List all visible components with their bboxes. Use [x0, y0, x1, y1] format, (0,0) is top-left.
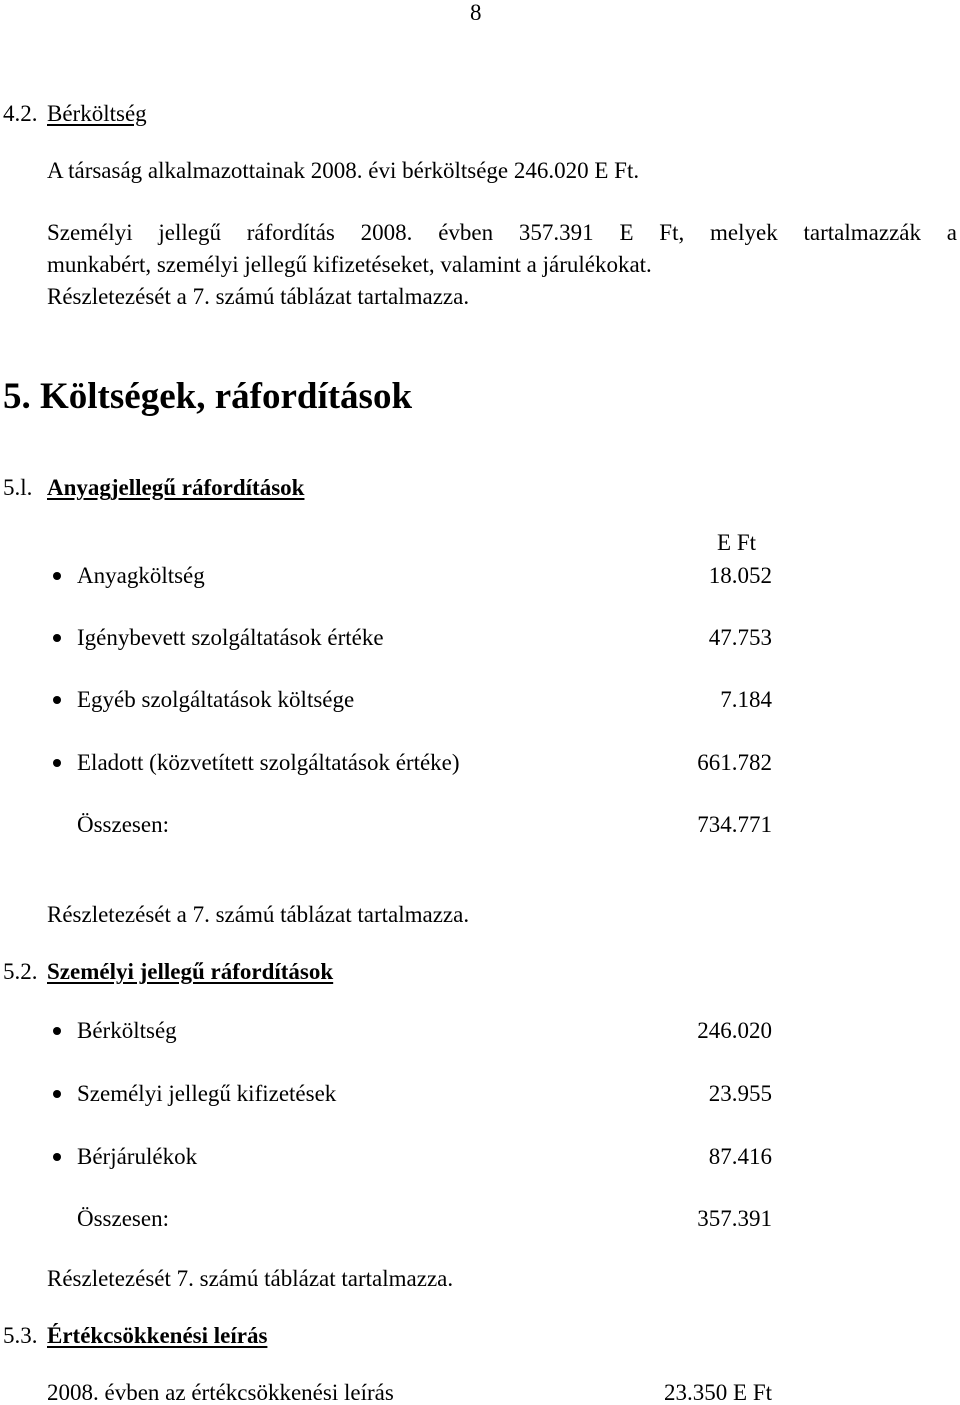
details-reference-text: Részletezését 7. számú táblázat tartalmazza. [47, 1266, 454, 1291]
section-title-berkoltseg: Bérköltség [47, 101, 147, 126]
bullet-icon [53, 1090, 61, 1098]
item-value: 246.020 [697, 1018, 772, 1043]
item-label: Bérjárulékok [77, 1144, 198, 1169]
section-title-depreciation: Értékcsökkenési leírás [47, 1323, 268, 1348]
item-label: Anyagköltség [77, 563, 205, 588]
bullet-icon [53, 1027, 61, 1035]
item-label: Személyi jellegű kifizetések [77, 1081, 337, 1106]
total-label: Összesen: [77, 1206, 169, 1231]
personnel-expense-line-1: Személyi jellegű ráfordítás 2008. évben 357.391 E Ft, melyek tartalmazzák a [47, 220, 957, 245]
item-value: 7.184 [720, 687, 772, 712]
section-number-4-2: 4.2. [3, 101, 38, 126]
details-reference-text: Részletezését a 7. számú táblázat tartalmazza. [47, 284, 470, 309]
bullet-icon [53, 696, 61, 704]
unit-label: E Ft [717, 530, 756, 555]
chapter-heading: 5. Költségek, ráfordítások [3, 376, 413, 417]
bullet-icon [53, 759, 61, 767]
details-reference-text: Részletezését a 7. számú táblázat tartalmazza. [47, 902, 470, 927]
page-number: 8 [470, 0, 482, 25]
item-value: 23.955 [708, 1081, 772, 1106]
wage-cost-sentence: A társaság alkalmazottainak 2008. évi bérköltsége 246.020 E Ft. [47, 158, 640, 183]
item-label: Egyéb szolgáltatások költsége [77, 687, 355, 712]
section-title-material-expenses: Anyagjellegű ráfordítások [47, 475, 305, 500]
bullet-icon [53, 1153, 61, 1161]
bullet-icon [53, 634, 61, 642]
section-number-5-3: 5.3. [3, 1323, 38, 1348]
item-value: 87.416 [708, 1144, 772, 1169]
section-number-5-2: 5.2. [3, 959, 38, 984]
item-value: 47.753 [708, 625, 772, 650]
depreciation-label: 2008. évben az értékcsökkenési leírás [47, 1380, 394, 1405]
bullet-icon [53, 572, 61, 580]
depreciation-value: 23.350 E Ft [664, 1380, 772, 1405]
total-label: Összesen: [77, 812, 169, 837]
item-label: Bérköltség [77, 1018, 177, 1043]
item-label: Igénybevett szolgáltatások értéke [77, 625, 384, 650]
personnel-expense-line-2: munkabért, személyi jellegű kifizetéseket, valamint a járulékokat. [47, 252, 652, 277]
section-number-5-1: 5.l. [3, 475, 33, 500]
total-value: 734.771 [697, 812, 772, 837]
section-title-personnel-expenses: Személyi jellegű ráfordítások [47, 959, 334, 984]
total-value: 357.391 [697, 1206, 772, 1231]
item-label: Eladott (közvetített szolgáltatások értéke) [77, 750, 460, 775]
item-value: 661.782 [697, 750, 772, 775]
item-value: 18.052 [708, 563, 772, 588]
